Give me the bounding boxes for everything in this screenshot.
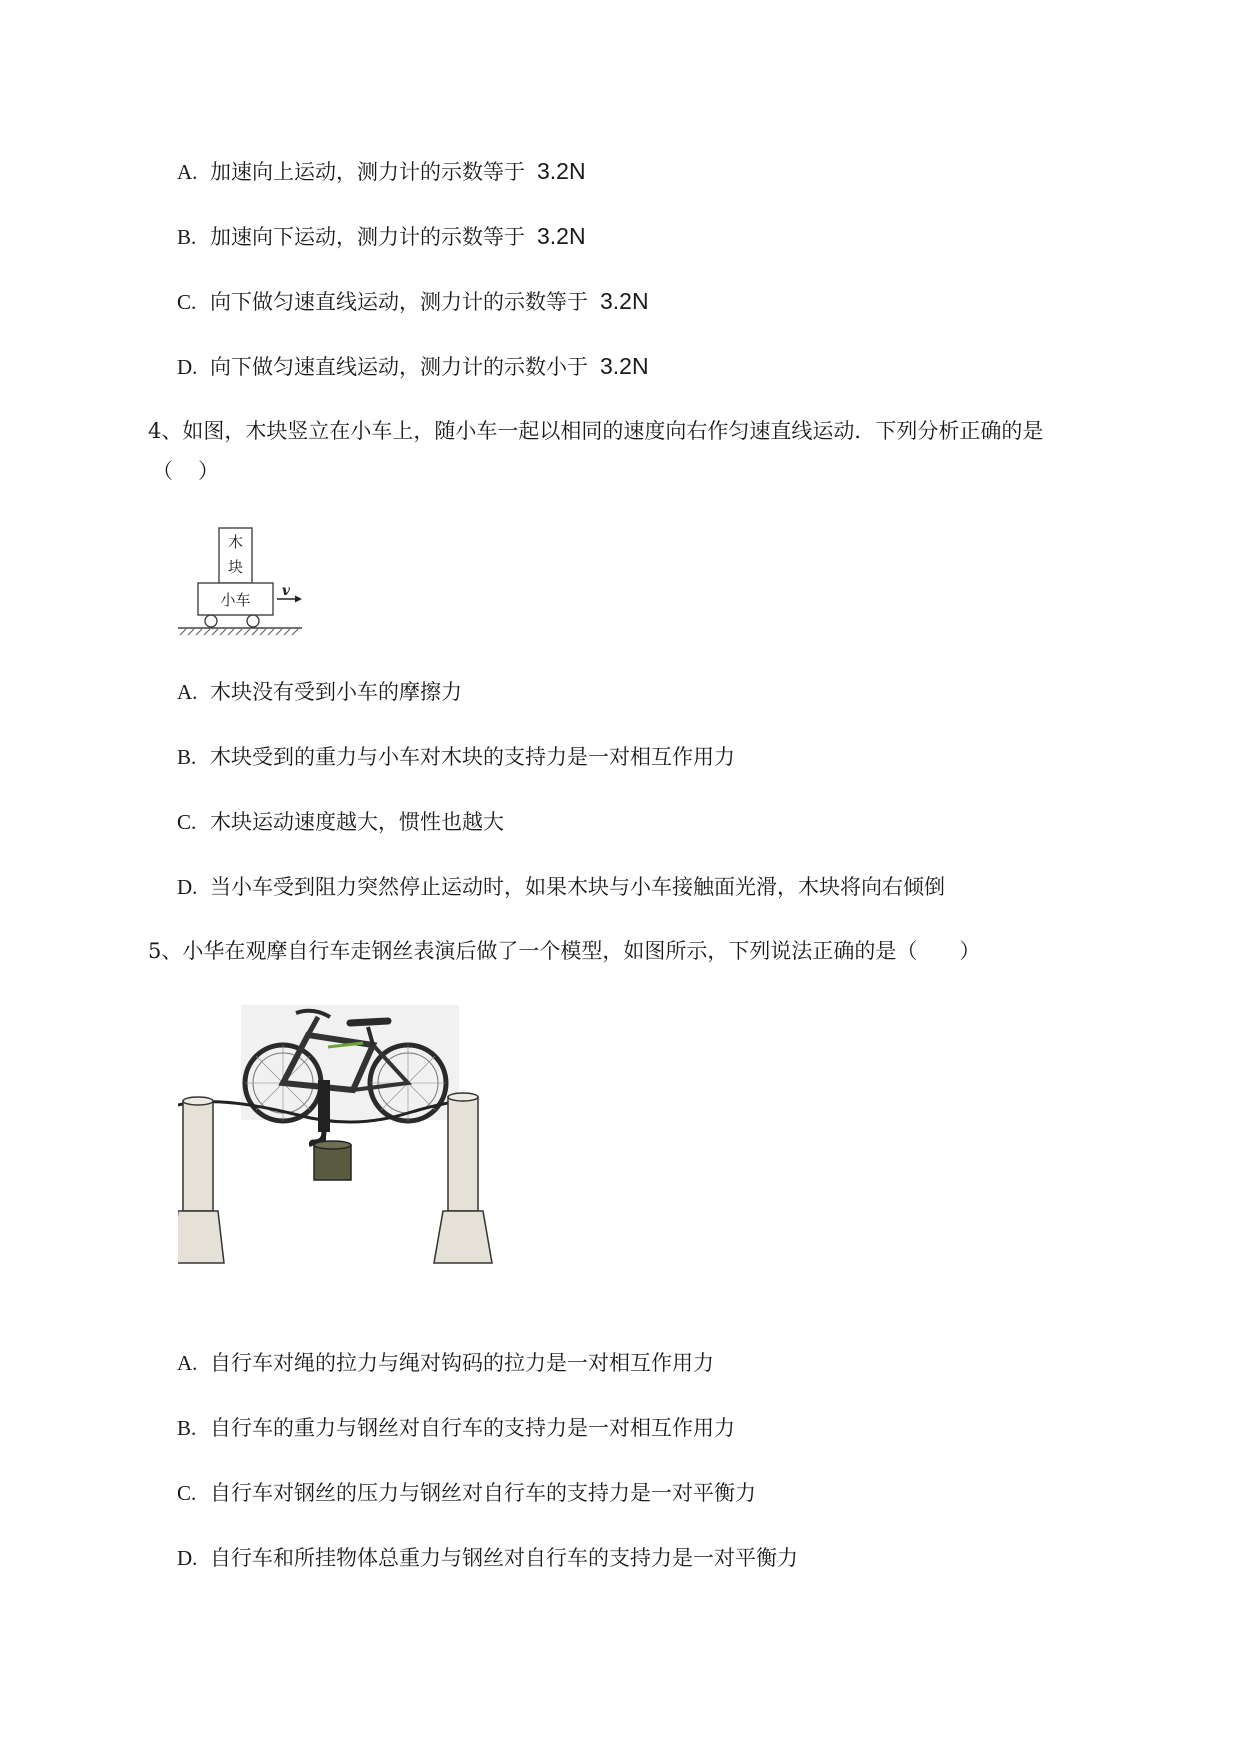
option-text: 自行车对钢丝的压力与钢丝对自行车的支持力是一对平衡力 — [210, 1481, 756, 1505]
option-letter: C. — [177, 290, 197, 314]
option-value: 3.2N — [600, 288, 649, 314]
option-value: 3.2N — [537, 158, 586, 184]
block-label-2: 块 — [227, 558, 244, 576]
option-letter: B. — [177, 1416, 197, 1440]
option-text: 加速向下运动，测力计的示数等于 — [210, 225, 525, 249]
option-letter: A. — [177, 160, 198, 184]
cart-wheel — [205, 615, 217, 627]
left-pillar — [183, 1101, 213, 1211]
q4-cart-figure — [176, 525, 306, 640]
option-letter: C. — [177, 1481, 197, 1505]
q3-option-d — [177, 351, 649, 382]
q3-option-b — [177, 221, 586, 252]
hanging-weight — [314, 1145, 351, 1180]
option-text: 木块受到的重力与小车对木块的支持力是一对相互作用力 — [210, 745, 735, 769]
option-letter: D. — [177, 355, 198, 379]
paren-open: （ — [152, 459, 173, 483]
option-letter: B. — [177, 225, 197, 249]
ground-hatching — [180, 629, 298, 635]
velocity-label: v — [281, 583, 291, 599]
q3-option-a — [177, 156, 586, 187]
q5-bicycle-figure — [178, 1005, 533, 1300]
q4-option-c — [177, 807, 504, 837]
option-text: 木块没有受到小车的摩擦力 — [210, 680, 462, 704]
option-letter: D. — [177, 875, 198, 899]
q5-option-c — [177, 1478, 756, 1508]
q4-option-a — [177, 677, 462, 707]
option-text: 当小车受到阻力突然停止运动时，如果木块与小车接触面光滑，木块将向右倾倒 — [210, 875, 945, 899]
paren-close: ） — [198, 459, 219, 483]
option-value: 3.2N — [537, 223, 586, 249]
option-text: 向下做匀速直线运动，测力计的示数等于 — [210, 290, 588, 314]
option-text: 自行车和所挂物体总重力与钢丝对自行车的支持力是一对平衡力 — [210, 1546, 798, 1570]
right-pillar-base — [434, 1211, 492, 1263]
q4-option-b — [177, 742, 735, 772]
q3-option-c — [177, 286, 649, 317]
option-text: 自行车的重力与钢丝对自行车的支持力是一对相互作用力 — [210, 1416, 735, 1440]
q5-stem: 5、小华在观摩自行车走钢丝表演后做了一个模型，如图所示，下列说法正确的是（ ） — [148, 939, 981, 963]
q5-option-d — [177, 1543, 798, 1573]
option-letter: B. — [177, 745, 197, 769]
q5-option-a — [177, 1348, 714, 1378]
hanger-rod — [318, 1080, 330, 1132]
right-pillar — [448, 1097, 478, 1211]
option-text: 自行车对绳的拉力与绳对钩码的拉力是一对相互作用力 — [210, 1351, 714, 1375]
option-letter: D. — [177, 1546, 198, 1570]
q4-answer-blank — [152, 456, 244, 486]
block-label-1: 木 — [227, 533, 244, 551]
option-letter: A. — [177, 680, 198, 704]
left-pillar-base — [178, 1211, 224, 1263]
arrow-head-icon — [295, 596, 302, 603]
option-text: 向下做匀速直线运动，测力计的示数小于 — [210, 355, 588, 379]
option-value: 3.2N — [600, 353, 649, 379]
option-letter: A. — [177, 1351, 198, 1375]
q4-stem: 4、如图，木块竖立在小车上，随小车一起以相同的速度向右作匀速直线运动．下列分析正确的是 — [148, 419, 1044, 443]
option-letter: C. — [177, 810, 197, 834]
cart-wheel — [247, 615, 259, 627]
option-text: 木块运动速度越大，惯性也越大 — [210, 810, 504, 834]
q4-option-d — [177, 872, 945, 902]
q5-option-b — [177, 1413, 735, 1443]
cart-label: 小车 — [220, 591, 251, 609]
option-text: 加速向上运动，测力计的示数等于 — [210, 160, 525, 184]
